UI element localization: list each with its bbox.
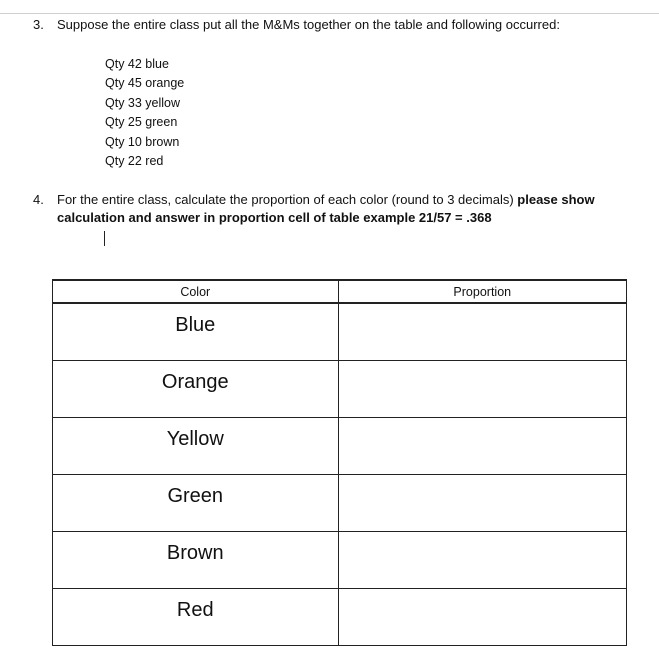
quantity-item-red[interactable]: Qty 22 red <box>105 153 164 168</box>
quantity-item-brown[interactable]: Qty 10 brown <box>105 134 180 149</box>
question-4-bold-text-1[interactable]: please show <box>517 192 595 207</box>
quantity-item-green[interactable]: Qty 25 green <box>105 115 178 130</box>
table-row <box>53 361 627 418</box>
cell-color-blue[interactable] <box>53 303 339 361</box>
table-row <box>53 303 627 361</box>
quantity-item-yellow[interactable]: Qty 33 yellow <box>105 95 181 110</box>
color-label: Orange <box>161 370 229 393</box>
cell-proportion-red[interactable] <box>338 589 626 646</box>
question-3-text[interactable]: Suppose the entire class put all the M&Ms together on the table and following occurred: <box>57 17 560 32</box>
cell-proportion-yellow[interactable] <box>338 418 626 475</box>
cell-proportion-brown[interactable] <box>338 532 626 589</box>
quantity-list <box>105 55 184 171</box>
table-header-row <box>53 280 627 303</box>
color-label: Yellow <box>166 427 224 450</box>
question-4-text[interactable]: For the entire class, calculate the proportion of each color (round to 3 decimals) <box>57 192 518 207</box>
table-row <box>53 475 627 532</box>
table-row <box>53 532 627 589</box>
cell-color-brown[interactable] <box>53 532 339 589</box>
color-label: Red <box>176 598 214 621</box>
cell-color-green[interactable] <box>53 475 339 532</box>
table-row <box>53 418 627 475</box>
quantity-item-orange[interactable]: Qty 45 orange <box>105 76 185 91</box>
header-color[interactable]: Color <box>53 280 339 303</box>
table-row <box>53 589 627 646</box>
proportion-table <box>52 279 627 646</box>
quantity-item-blue[interactable]: Qty 42 blue <box>105 57 169 71</box>
question-4 <box>33 191 595 227</box>
cell-proportion-orange[interactable] <box>338 361 626 418</box>
page-top-border <box>0 13 659 14</box>
question-4-line-1 <box>33 191 595 209</box>
question-3-number: 3. <box>33 17 44 32</box>
color-label: Green <box>167 484 224 507</box>
cell-proportion-blue[interactable] <box>338 303 626 361</box>
text-cursor <box>104 231 105 246</box>
cell-color-red[interactable] <box>53 589 339 646</box>
cell-proportion-green[interactable] <box>338 475 626 532</box>
color-label: Brown <box>166 541 224 564</box>
question-4-bold-text-2[interactable]: calculation and answer in proportion cell of table example 21/57 = .368 <box>57 210 492 225</box>
cell-color-orange[interactable] <box>53 361 339 418</box>
cell-color-yellow[interactable] <box>53 418 339 475</box>
color-label: Blue <box>175 313 216 336</box>
question-3 <box>33 16 560 33</box>
header-proportion[interactable]: Proportion <box>338 280 626 303</box>
question-4-number: 4. <box>33 192 44 207</box>
